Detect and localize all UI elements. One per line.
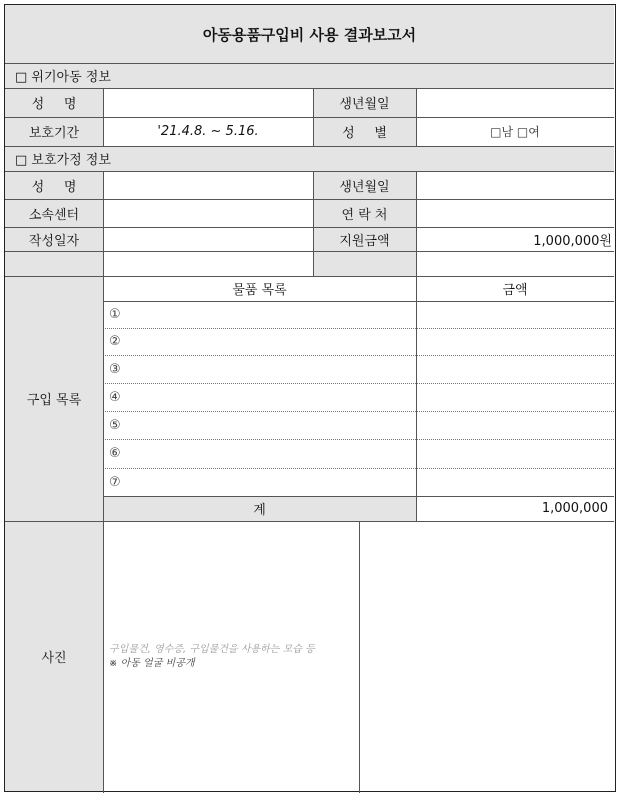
item-row-7[interactable]: ⑦ [109, 474, 121, 490]
amount-value[interactable]: 1,000,000원 [533, 233, 612, 249]
purchase-list-label: 구입 목록 [26, 393, 82, 408]
contact-label: 연 락 처 [341, 207, 388, 223]
child-name-field[interactable] [103, 88, 313, 117]
item-amount-5[interactable] [416, 411, 614, 439]
child-birth-label: 생년월일 [339, 97, 390, 112]
center-field[interactable] [103, 199, 313, 227]
item-row-1[interactable]: ① [109, 307, 121, 322]
photo-label: 사진 [41, 650, 67, 666]
item-row-5[interactable]: ⑤ [109, 417, 121, 433]
total-value[interactable]: 1,000,000 [541, 501, 608, 516]
child-birth-field[interactable] [416, 88, 614, 117]
item-row-4[interactable]: ④ [109, 389, 121, 405]
items-header: 물품 목록 [232, 283, 287, 298]
foster-birth-label: 생년월일 [339, 179, 390, 195]
item-row-6[interactable]: ⑥ [109, 446, 121, 461]
amount-label: 지원금액 [339, 233, 390, 249]
photo-privacy-note: ※ 아동 얼굴 비공개 [109, 658, 195, 669]
foster-birth-field[interactable] [416, 171, 614, 199]
date-field[interactable] [103, 227, 313, 251]
photo-note: 구입물건, 영수증, 구입물건을 사용하는 모습 등 [109, 644, 315, 655]
amount-header: 금액 [502, 283, 528, 298]
item-amount-6[interactable] [416, 439, 614, 468]
date-label: 작성일자 [28, 233, 80, 249]
protection-period-label: 보호기간 [28, 126, 80, 141]
item-amount-1[interactable] [416, 301, 614, 328]
item-row-3[interactable]: ③ [109, 361, 121, 377]
sex-label: 성 별 [342, 126, 395, 141]
foster-name-label: 성 명 [31, 179, 85, 195]
section-foster-info: □ 보호가정 정보 [15, 153, 111, 168]
item-row-2[interactable]: ② [109, 334, 121, 349]
total-label: 계 [253, 503, 266, 518]
item-amount-3[interactable] [416, 355, 614, 383]
item-amount-4[interactable] [416, 383, 614, 411]
item-amount-2[interactable] [416, 328, 614, 355]
item-amount-7[interactable] [416, 468, 614, 496]
center-label: 소속센터 [28, 207, 80, 223]
report-form [4, 4, 616, 792]
child-name-label: 성 명 [31, 97, 85, 112]
foster-name-field[interactable] [103, 171, 313, 199]
photo-slot-left[interactable] [103, 521, 359, 791]
sex-checkboxes[interactable]: □남 □여 [490, 125, 540, 139]
section-child-info: □ 위기아동 정보 [15, 70, 111, 85]
page-title: 아동용품구입비 사용 결과보고서 [202, 25, 417, 44]
contact-field[interactable] [416, 199, 614, 227]
protection-period-value[interactable]: '21.4.8. ~ 5.16. [157, 124, 259, 139]
photo-slot-right[interactable] [360, 521, 614, 791]
